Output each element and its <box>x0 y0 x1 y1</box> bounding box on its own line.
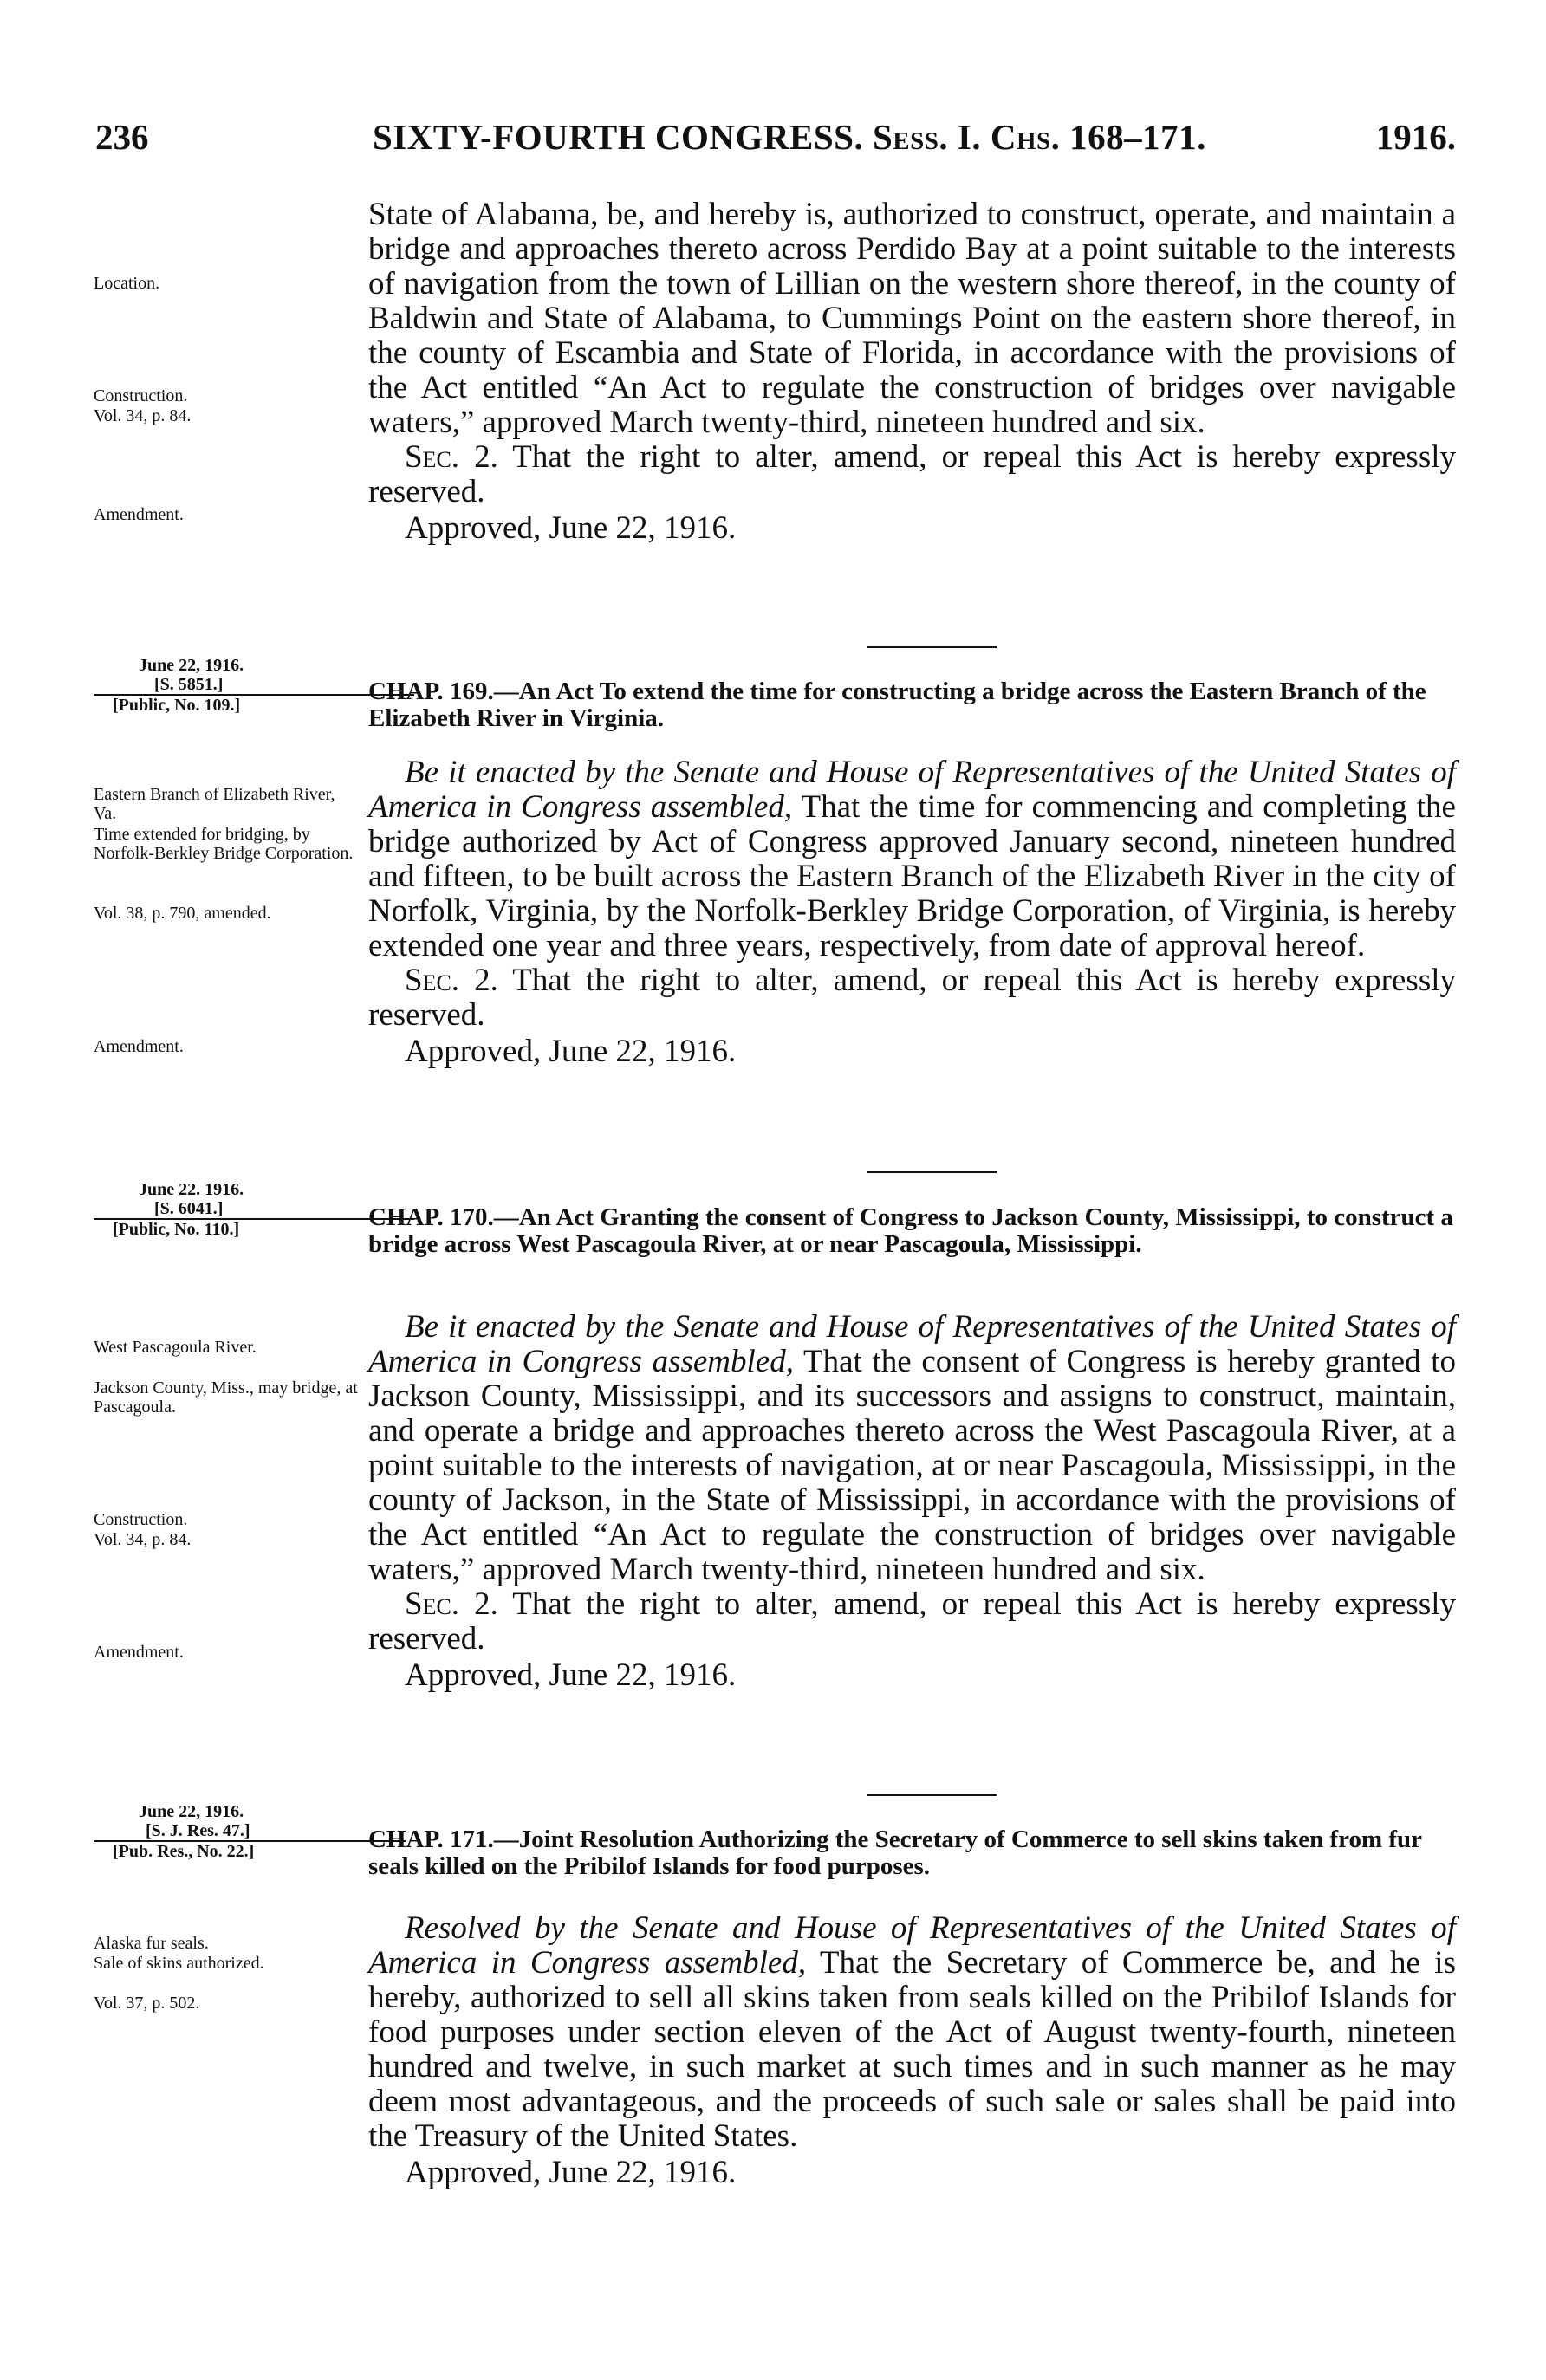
chap170-title <box>368 1204 1456 1258</box>
chap170-public: [Public, No. 110.] <box>113 1220 240 1239</box>
sec-label: Sec. 2. <box>405 963 498 998</box>
enacting-clause: Be it enacted by the Senate and House of Representatives of the United States of America in Congress assembled, <box>368 755 1456 825</box>
chap169-approved: Approved, June 22, 1916. <box>405 1034 737 1069</box>
chap170-date-block <box>94 1180 354 1239</box>
chap169-margin-vol: Vol. 38, p. 790, amended. <box>94 904 271 923</box>
chap170-body: That the consent of Congress is hereby granted to Jackson County, Mississippi, and its successors and assigns to construct, maintain, and operate a bridge and approaches thereto across the West Pascagoula River, at a point suitable to the interests of navigation, at or near Pascagoula, Mississippi, in the county of Jackson, in the State of Mississippi, in accordance with the provisions of the Act entitled “An Act to regulate the construction of bridges over navigable waters,” approved March twenty-third, nineteen hundred and six. <box>368 1344 1456 1587</box>
chap171-title <box>368 1826 1456 1880</box>
chap170-margin-vol: Vol. 34, p. 84. <box>94 1530 192 1549</box>
chap168-para1: State of Alabama, be, and hereby is, authorized to construct, operate, and maintain a bridge and approaches thereto across Perdido Bay at a point suitable to the interests of navigation from the town of Lillian on the western shore thereof, in the county of Baldwin and State of Alabama, to Cummings Point on the eastern shore thereof, in the county of Escambia and State of Florida, in accordance with the provisions of the Act entitled “An Act to regulate the construction of bridges over navigable waters,” approved March twenty-third, nineteen hundred and six. <box>368 197 1456 440</box>
chap170-margin-subject: West Pascagoula River. <box>94 1338 257 1357</box>
chap168-approved: Approved, June 22, 1916. <box>405 510 737 546</box>
chap169-sec2 <box>368 963 1456 1033</box>
chap169-text <box>368 756 1456 1069</box>
session-label: Sess. I. <box>872 117 982 157</box>
chap170-para1 <box>368 1310 1456 1587</box>
chap168-sec2 <box>368 440 1456 509</box>
chap171-margin-sale: Sale of skins authorized. <box>94 1954 264 1973</box>
chap170-text <box>368 1310 1456 1693</box>
chap170-title-text: —An Act Granting the consent of Congress to Jackson County, Mississippi, to construct a bridge across West Pascagoula River, at or near Pascagoula, Mississippi. <box>368 1203 1453 1258</box>
chap171-label: CHAP. 171. <box>368 1826 494 1853</box>
chap169-margin-subject: Eastern Branch of Elizabeth River, Va. <box>94 785 335 823</box>
sec2-text: That the right to alter, amend, or repeal this Act is hereby expressly reserved. <box>368 1586 1456 1657</box>
chap170-margin-construction: Construction. <box>94 1510 188 1529</box>
chap171-para1 <box>368 1911 1456 2154</box>
chap171-title-text: —Joint Resolution Authorizing the Secretary of Commerce to sell skins taken from fur seals killed on the Pribilof Islands for food purposes. <box>368 1826 1422 1880</box>
chap169-date: June 22, 1916. <box>139 656 244 675</box>
header-year: 1916. <box>1375 117 1456 157</box>
chap170-date: June 22. 1916. <box>139 1180 244 1199</box>
sec2-text: That the right to alter, amend, or repeal this Act is hereby expressly reserved. <box>368 439 1456 509</box>
sec2-text: That the right to alter, amend, or repeal this Act is hereby expressly reserved. <box>368 963 1456 1033</box>
chap169-para1 <box>368 756 1456 963</box>
chap170-margin-amendment: Amendment. <box>94 1643 184 1662</box>
congress-title: SIXTY-FOURTH CONGRESS. <box>373 117 864 157</box>
resolving-clause: Resolved by the Senate and House of Representatives of the United States of America in Congress assembled, <box>368 1910 1456 1981</box>
sec-label: Sec. 2. <box>405 439 498 475</box>
chap171-body: That the Secretary of Commerce be, and he is hereby, authorized to sell all skins taken from seals killed on the Pribilof Islands for food purposes under section eleven of the Act of August twenty-fourth, nineteen hundred and twelve, in such market at such times and in such manner as he may deem most advantageous, and the proceeds of such sale or sales shall be paid into the Treasury of the United States. <box>368 1945 1456 2154</box>
chap169-margin-time: Time extended for bridging, by Norfolk-Berkley Bridge Corporation. <box>94 825 354 863</box>
page-number: 236 <box>95 117 149 157</box>
chap170-bill: [S. 6041.] <box>94 1199 414 1220</box>
running-head <box>373 116 1206 158</box>
chap171-bill: [S. J. Res. 47.] <box>94 1821 406 1842</box>
chap171-margin-subject: Alaska fur seals. <box>94 1934 209 1953</box>
chap168-text <box>368 198 1456 546</box>
margin-note-construction: Construction. <box>94 386 188 405</box>
margin-note-vol: Vol. 34, p. 84. <box>94 406 192 425</box>
chapters-label: Chs. 168–171. <box>990 117 1206 157</box>
enacting-clause: Be it enacted by the Senate and House of Representatives of the United States of America in Congress assembled, <box>368 1309 1456 1379</box>
chap169-title-text: —An Act To extend the time for constructing a bridge across the Eastern Branch of the Elizabeth River in Virginia. <box>368 678 1426 732</box>
chap169-margin-amendment: Amendment. <box>94 1037 184 1056</box>
chap169-title <box>368 678 1456 732</box>
page-header <box>95 116 1456 168</box>
separator-rule <box>867 1794 997 1796</box>
chap171-text <box>368 1911 1456 2190</box>
chap171-margin-vol: Vol. 37, p. 502. <box>94 1994 200 2013</box>
margin-note-amendment: Amendment. <box>94 505 184 524</box>
chap170-approved: Approved, June 22, 1916. <box>405 1657 737 1693</box>
sec-label: Sec. 2. <box>405 1586 498 1622</box>
chap171-date: June 22, 1916. <box>139 1802 244 1821</box>
chap169-date-block <box>94 656 354 715</box>
chap169-bill: [S. 5851.] <box>94 675 414 696</box>
chap170-margin-jackson: Jackson County, Miss., may bridge, at Pascagoula. <box>94 1378 358 1417</box>
separator-rule <box>867 646 997 648</box>
chap171-approved: Approved, June 22, 1916. <box>405 2155 737 2190</box>
margin-note-location: Location. <box>94 274 160 293</box>
chap171-public: [Pub. Res., No. 22.] <box>113 1842 255 1861</box>
separator-rule <box>867 1171 997 1173</box>
chap170-sec2 <box>368 1587 1456 1657</box>
chap169-body: That the time for commencing and completing the bridge authorized by Act of Congress approved January second, nineteen hundred and fifteen, to be built across the Eastern Branch of the Elizabeth River in the city of Norfolk, Virginia, by the Norfolk-Berkley Bridge Corporation, of Virginia, is hereby extended one year and three years, respectively, from date of approval hereof. <box>368 789 1456 963</box>
chap171-date-block <box>94 1802 354 1861</box>
chap170-label: CHAP. 170. <box>368 1203 494 1231</box>
chap169-label: CHAP. 169. <box>368 678 494 705</box>
chap169-public: [Public, No. 109.] <box>113 696 241 715</box>
